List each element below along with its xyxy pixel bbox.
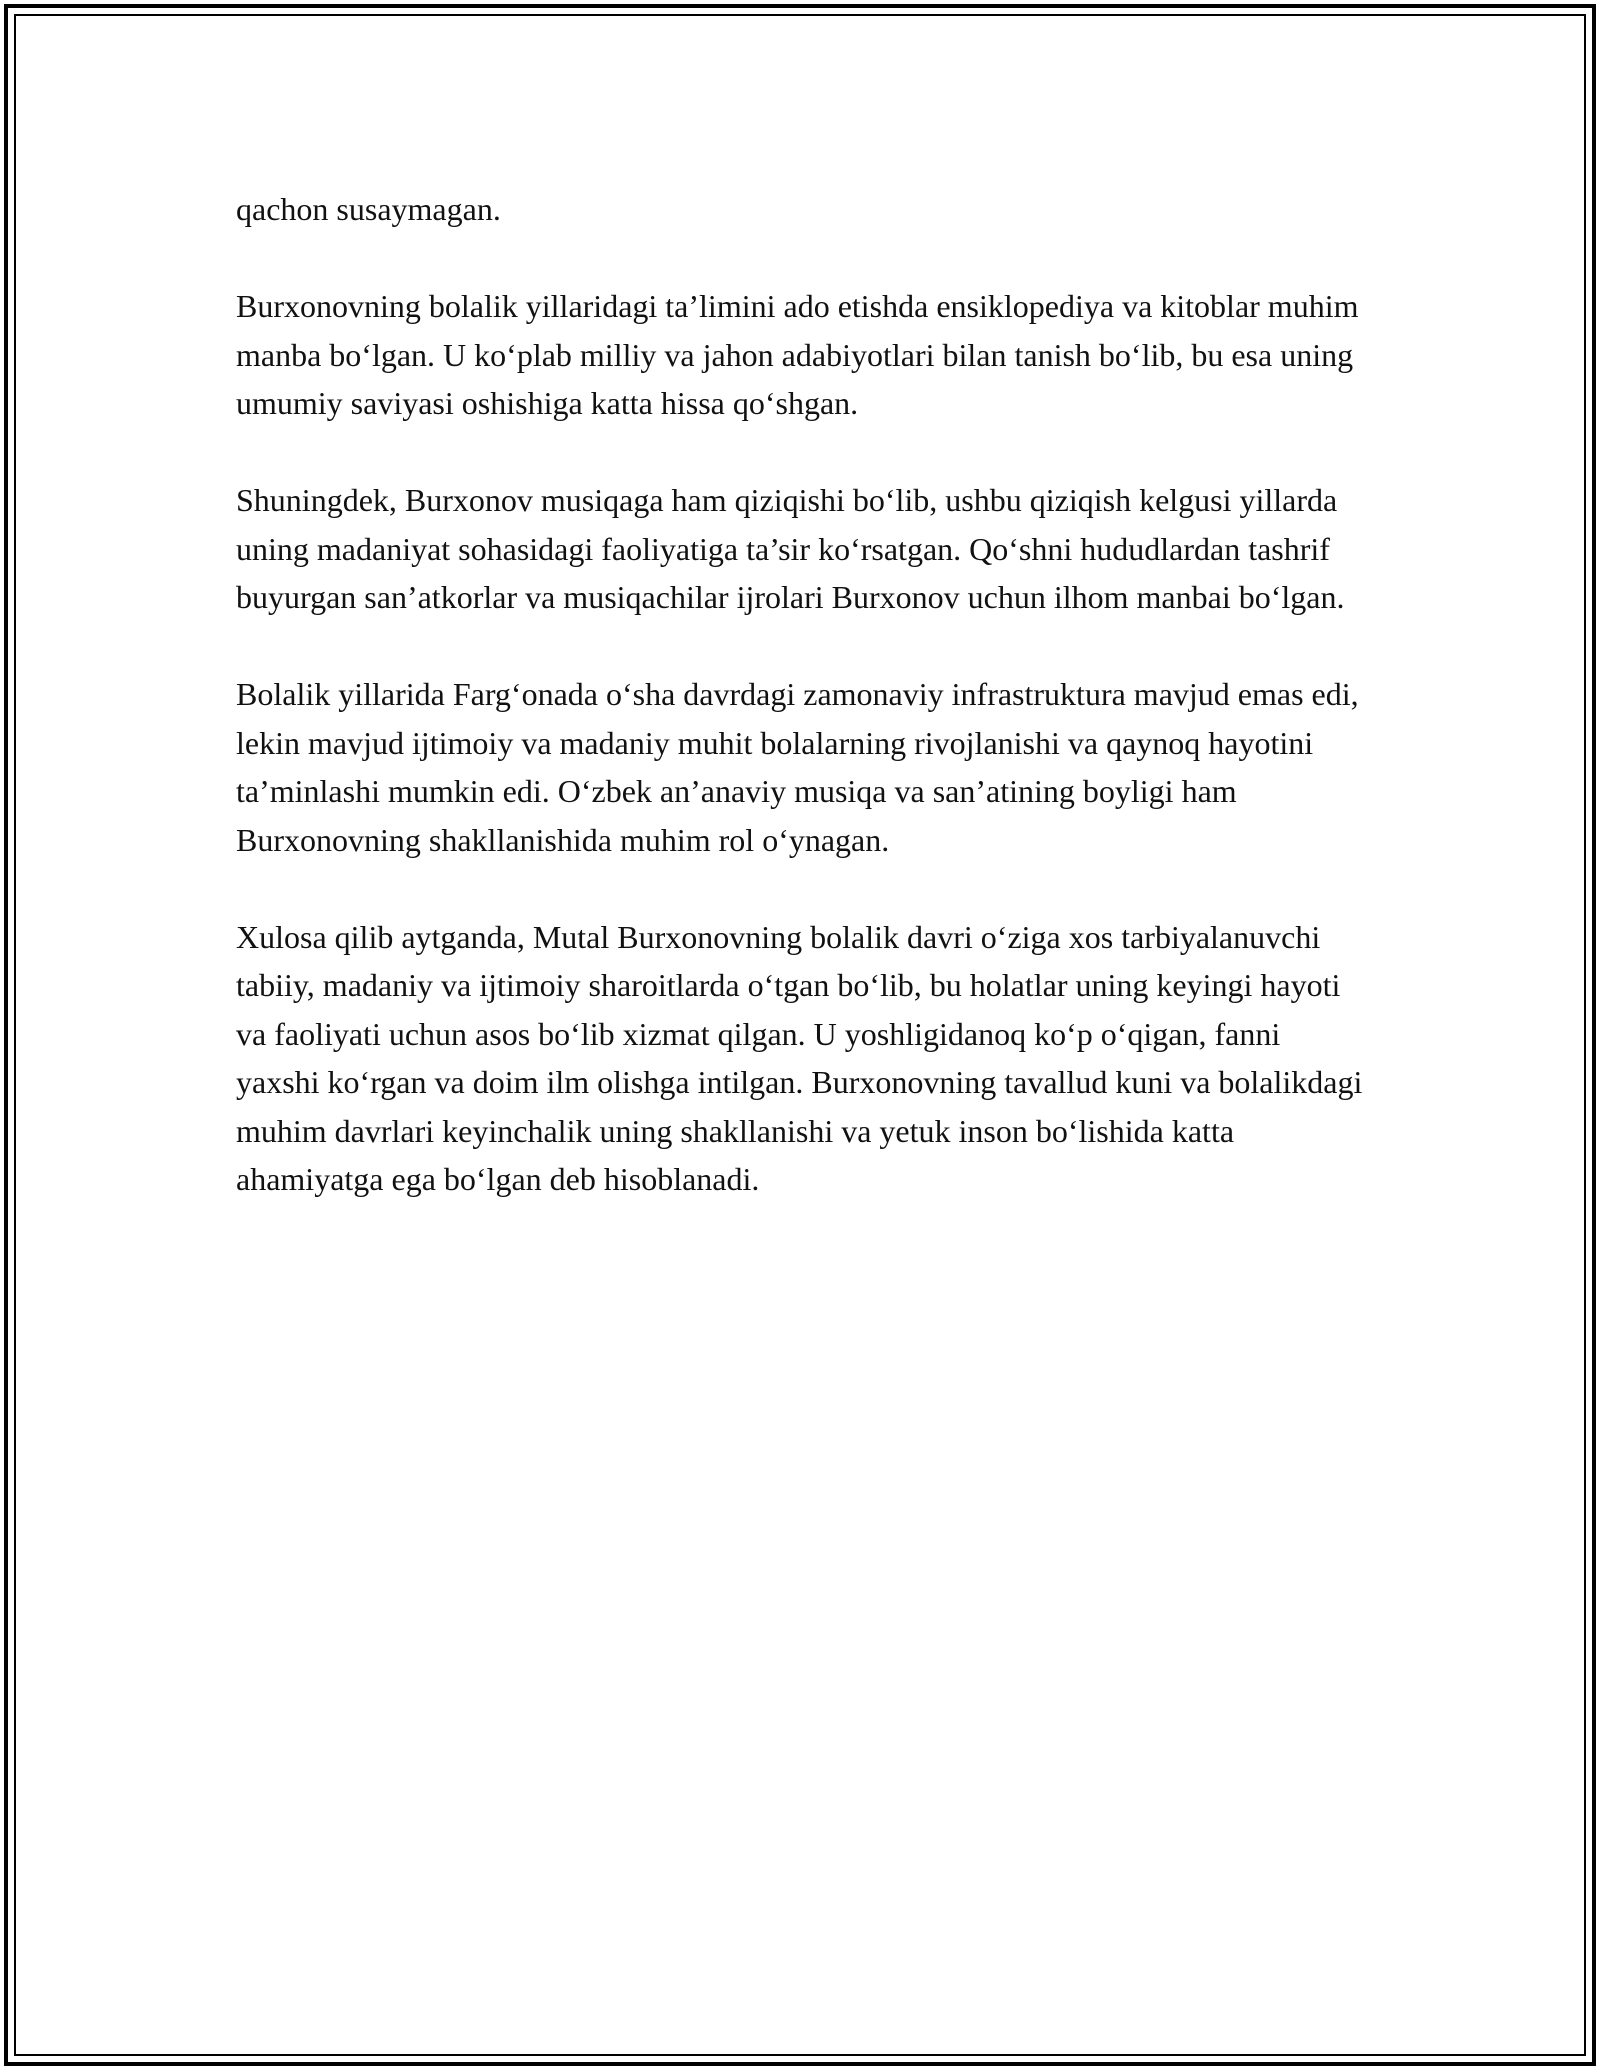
paragraph-2: Burxonovning bolalik yillaridagi ta’limini ado etishda ensiklopediya va kitoblar muhim manba bo‘lgan. U ko‘plab milliy va jahon adabiyotlari bilan tanish bo‘lib, bu esa uning umumiy saviyasi oshishiga katta hissa qo‘shgan. xyxy=(236,288,1359,421)
paragraph-5: Xulosa qilib aytganda, Mutal Burxonovning bolalik davri o‘ziga xos tarbiyalanuvchi tabiiy, madaniy va ijtimoiy sharoitlarda o‘tgan bo‘lib, bu holatlar uning keyingi hayoti va faoliyati uchun asos bo‘lib xizmat qilgan. U yoshligidanoq ko‘p o‘qigan, fanni yaxshi ko‘rgan va doim ilm olishga intilgan. Burxonovning tavallud kuni va bolalikdagi muhim davrlari keyinchalik uning shakllanishi va yetuk inson bo‘lishida katta ahamiyatga ega bo‘lgan deb hisoblanadi. xyxy=(236,918,1363,1197)
paragraph-4: Bolalik yillarida Farg‘onada o‘sha davrdagi zamonaviy infrastruktura mavjud emas edi, lekin mavjud ijtimoiy va madaniy muhit bolalarning rivojlanishi va qaynoq hayotini ta’minlashi mumkin edi. O‘zbek an’anaviy musiqa va san’atining boyligi ham Burxonovning shakllanishida muhim rol o‘ynagan. xyxy=(236,676,1359,858)
document-body xyxy=(236,185,1366,1252)
paragraph-1: qachon susaymagan. xyxy=(236,191,501,227)
paragraph-3: Shuningdek, Burxonov musiqaga ham qiziqishi bo‘lib, ushbu qiziqish kelgusi yillarda uning madaniyat sohasidagi faoliyatiga ta’sir ko‘rsatgan. Qo‘shni hududlardan tashrif buyurgan san’atkorlar va musiqachilar ijrolari Burxonov uchun ilhom manbai bo‘lgan. xyxy=(236,482,1345,615)
